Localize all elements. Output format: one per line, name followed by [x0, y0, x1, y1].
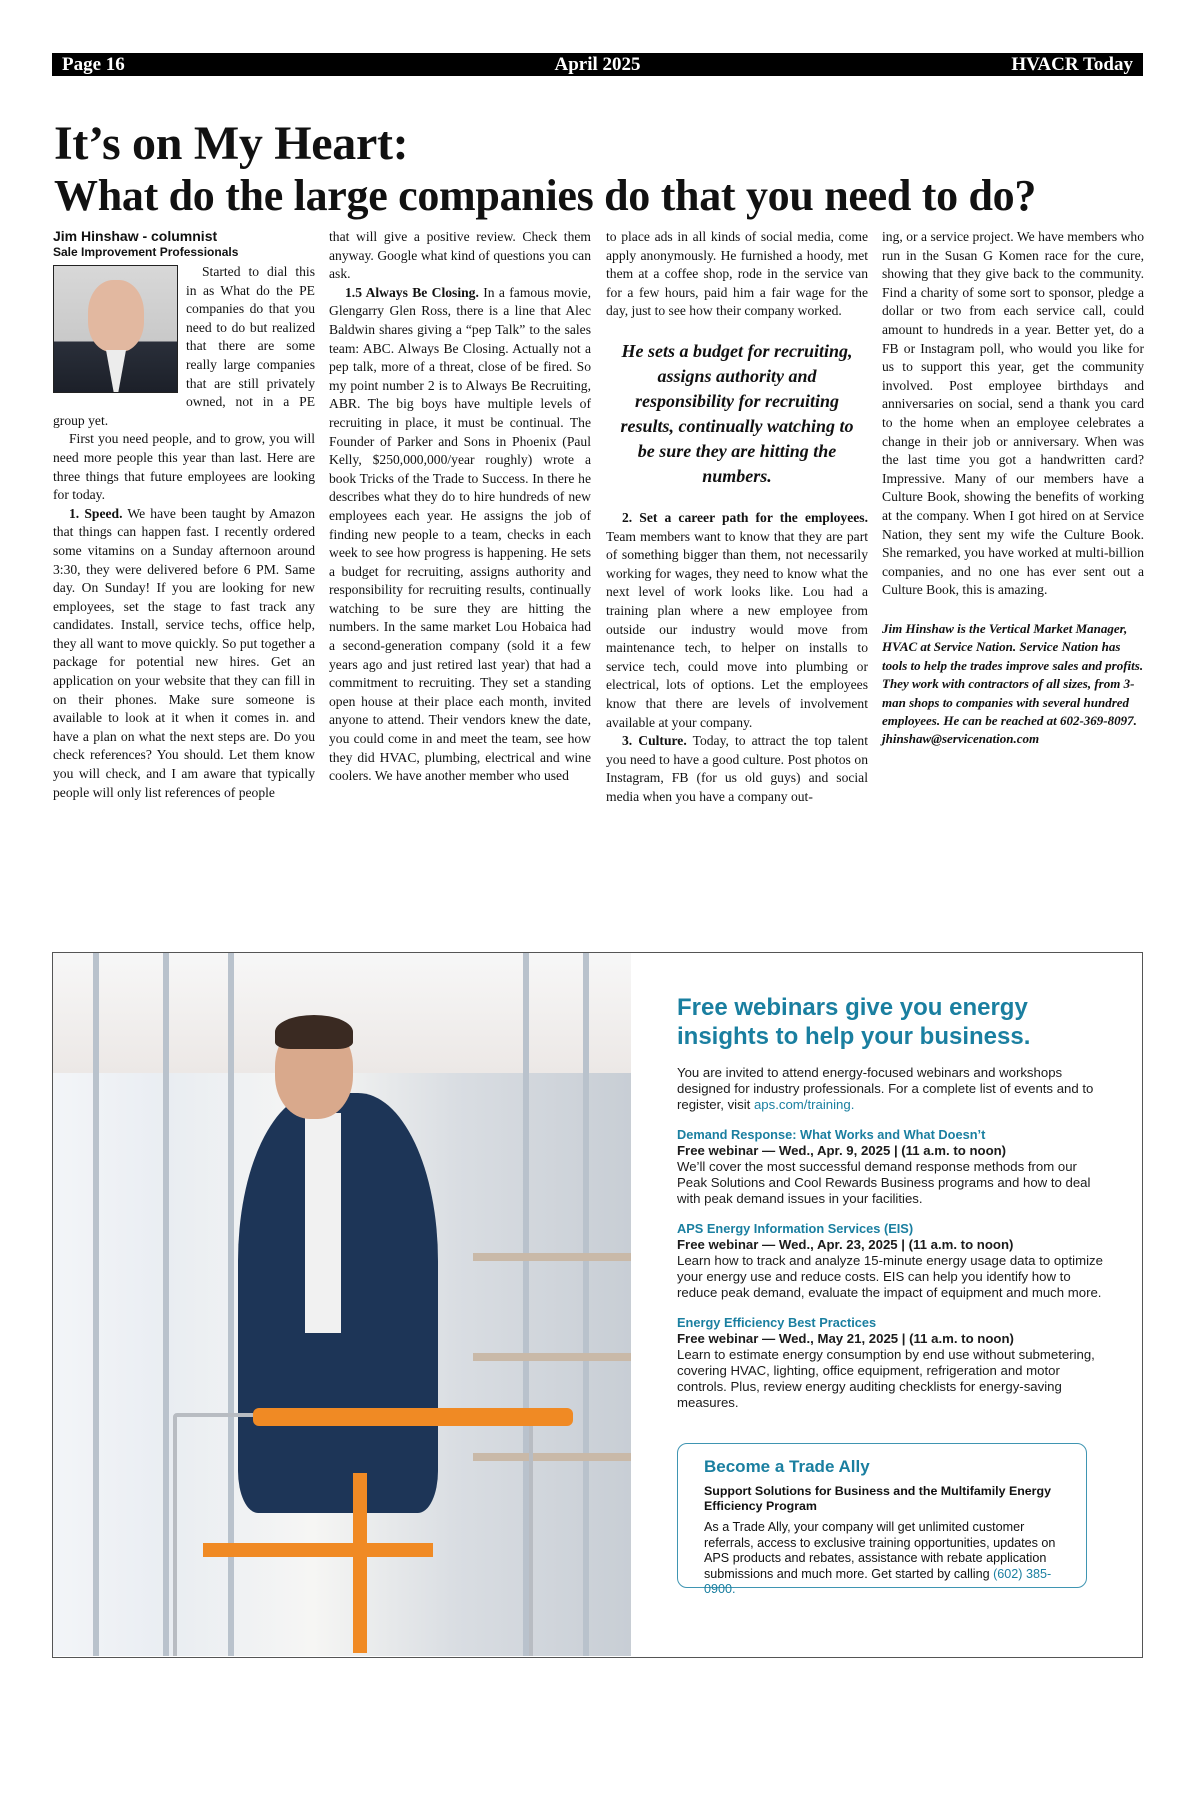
paragraph: ing, or a service project. We have members who run in the Susan G Komen race for the cure, showing that they give back to the community. Find a charity of some sort to sponsor, pledge a dollar or two from each service call, could amount to hundreds in a year. Better yet, do a FB or Instagram poll, who would you like for us to support this year, get the community involved. Post employee birthdays and anniversaries on social, send a thank you card to the home when an employee celebrates a change in their job or anniversary. When was the last time you got a handwritten card? Impressive. Many of our members have a Culture Book, showing the benefits of working at the company. When I got hired on at Service Nation, they sent my wife the Culture Book. She remarked, you have worked at multi-billion companies, and no one has ever sent out a Culture Book, this is amazing.	[882, 229, 1144, 598]
paragraph: to place ads in all kinds of social media, come apply anonymously. He furnished a hoody, met them at a coffee shop, rode in the service van for a few hours, paid him a fair wage for the day, just to see how their company worked.	[606, 229, 868, 319]
paragraph-speed: 1. Speed. We have been taught by Amazon that things can happen fast. I recently ordered some vitamins on a Sunday afternoon around 3:30, they were delivered before 6 PM. Same day. On Sunday! If you are looking for new employees, set the stage to fast track any candidates. Install, service techs, office help, they all want to move quickly. So put together a package for potential new hires. Get an application on your website that they can fill in on their phones. Make sure someone is available to look at it when it comes in. and have a plan on what the next steps are. Do you check references? You should. Let them know you will check, and I am aware that typically people will only list references of people	[53, 505, 315, 800]
page-number: Page 16	[62, 54, 125, 75]
paragraph-culture: 3. Culture. Today, to attract the top talent you need to have a good culture. Post photos on Instagram, FB (for us old guys) and social media when you have a company out-	[606, 733, 868, 804]
paragraph: Started to dial this in as What do the PE companies do that you need to do but realized that there are some really large companies that are still privately owned, not in a PE group yet.	[53, 264, 315, 428]
event-date: Free webinar — Wed., Apr. 23, 2025 | (11 a.m. to noon)	[677, 1237, 1014, 1252]
event-title: Energy Efficiency Best Practices	[677, 1315, 877, 1330]
ad-intro: You are invited to attend energy-focused webinars and workshops designed for industry professionals. For a complete list of events and to register, visit aps.com/training.	[677, 1065, 1094, 1112]
event-title: APS Energy Information Services (EIS)	[677, 1221, 914, 1236]
article-title: It’s on My Heart:	[54, 117, 409, 170]
event-title: Demand Response: What Works and What Doesn’t	[677, 1127, 986, 1142]
author-organization: Sale Improvement Professionals	[53, 245, 239, 259]
author-photo	[53, 265, 178, 393]
paragraph: that will give a positive review. Check them anyway. Google what kind of questions you can ask.	[329, 229, 591, 282]
training-link[interactable]: aps.com/training.	[753, 1097, 855, 1112]
paragraph-career: 2. Set a career path for the employees. Team members want to know that they are part of something bigger than them, not necessarily working for wages, they need to know what the next level of work looks like. Lou had a training plan where a new employee from outside our industry would move from maintenance tech, to helper on installs to service tech, could move into plumbing or electrical, lots of options. Let the employees know that there are levels of involvement available at your company.	[606, 509, 868, 730]
section-label: 2. Set a career path for the employees.	[622, 509, 868, 525]
article-subtitle: What do the large companies do that you need to do?	[54, 171, 1037, 220]
section-label: 3. Culture.	[622, 733, 687, 749]
article-column-3	[606, 228, 868, 806]
ad-copy	[677, 993, 1107, 1425]
publication-name: HVACR Today	[1011, 54, 1133, 75]
webinar-event	[677, 1315, 1107, 1411]
ad-headline: Free webinars give you energy insights to help your business.	[677, 994, 1031, 1050]
section-label: 1. Speed.	[69, 505, 123, 521]
trade-ally-body: As a Trade Ally, your company will get unlimited customer referrals, access to exclusive training opportunities, updates on APS products and rebates, assistance with rebate application submissions and much more. Get started by calling (602) 385-0900.	[704, 1520, 1056, 1596]
page-header-bar	[52, 53, 1143, 76]
author-name: Jim Hinshaw - columnist	[53, 228, 218, 244]
pull-quote: He sets a budget for recruiting, assigns authority and responsibility for recruiting results, continually watching to be sure they are hitting the numbers.	[620, 340, 854, 486]
paragraph-abc: 1.5 Always Be Closing. In a famous movie, Glengarry Glen Ross, there is a line that Alec Baldwin shares giving a “pep Talk” to the sales team: ABC. Always Be Closing. Actually not a pep talk, more of a threat, close of be fired. So my point number 2 is to Always Be Recruiting, ABR. The big boys have multiple levels of recruiting in place, it must be continual. The Founder of Parker and Sons in Phoenix (Paul Kelly, $250,000,000/year roughly) wrote a book Tricks of the Trade to Success. In there he describes what they do to hire hundreds of new employees each year. He assigns the job of finding new people to a team, checks in each week to see how progress is happening. He sets a budget for recruiting, assigns authority and responsibility for recruiting results, continually watching to be sure they are hitting the numbers. In the same market Lou Hobaica had a second-generation company (sold it a few years ago and just retired last year) that had a commitment to recruiting. They set a standing open house at their place each month, invited anyone to attend. Their vendors knew the date, you could come in and meet the team, see how they did HVAC, plumbing, electrical and wine coolers. We have another member who used	[329, 284, 591, 784]
issue-date: April 2025	[554, 54, 641, 75]
paragraph: First you need people, and to grow, you will need more people this year than last. Here are three things that future employees are looking for today.	[53, 431, 315, 503]
trade-ally-subtitle: Support Solutions for Business and the Multifamily Energy Efficiency Program	[704, 1484, 1051, 1513]
section-label: 1.5 Always Be Closing.	[345, 284, 479, 300]
event-date: Free webinar — Wed., Apr. 9, 2025 | (11 a.m. to noon)	[677, 1143, 1007, 1158]
event-description: Learn how to track and analyze 15-minute energy usage data to optimize your energy use and reduce costs. EIS can help you identify how to reduce peak demand, evaluate the impact of equipment and much more.	[677, 1253, 1103, 1300]
ad-photo-shopper	[53, 953, 631, 1656]
article-column-1	[53, 228, 315, 802]
article-column-4	[882, 228, 1144, 749]
trade-ally-box	[677, 1443, 1087, 1596]
aps-advertisement: Free webinars give you energy insights to help your business. You are invited to attend energy-focused webinars and workshops designed for industry professionals. For a complete list of events and to register, visit aps.com/training. Demand Response: What Works and What Doesn’t Free webinar — Wed., Apr. 9, 2025 | (11 a.m. to noon) We’ll cover the most successful demand response methods from our Peak Solutions and Cool Rewards Business programs and how to deal with peak demand issues in your facilities. APS Energy Information Services (EIS) Free webinar — Wed., Apr. 23, 2025 | (11 a.m. to noon) Learn how to track and analyze 15-minute energy usage data to optimize your energy use and reduce costs. EIS can help you identify how to reduce peak demand, evaluate the impact of equipment and much more. Energy Efficiency Best Practices Free webinar — Wed., May 21, 2025 | (11 a.m. to noon) Learn to estimate energy consumption by end use without submetering, covering HVAC, lighting, office equipment, refrigeration and motor controls. Plus, review energy auditing checklists for energy-saving measures. Become a Trade Ally Support Solutions for Business and the Multifamily Energy Efficiency Program As a Trade Ally, your company will get unlimited customer referrals, access to exclusive training opportunities, updates on APS products and rebates, assistance with rebate application submissions and much more. Get started by calling (602) 385-0900. aps Solutions for Business	[52, 952, 1143, 1658]
event-description: Learn to estimate energy consumption by end use without submetering, covering HVAC, lighting, office equipment, refrigeration and motor controls. Plus, review energy auditing checklists for energy-saving measures.	[677, 1347, 1095, 1410]
article-column-2	[329, 228, 591, 786]
event-date: Free webinar — Wed., May 21, 2025 | (11 a.m. to noon)	[677, 1331, 1014, 1346]
webinar-event	[677, 1221, 1107, 1301]
webinar-event	[677, 1127, 1107, 1207]
trade-ally-title: Become a Trade Ally	[704, 1457, 870, 1476]
author-bio: Jim Hinshaw is the Vertical Market Manager, HVAC at Service Nation. Service Nation has tools to help the trades improve sales and profits. They work with contractors of all sizes, from 3-man shops to companies with several hundred employees. He can be reached at 602-369-8097. jhinshaw@servicenation.com	[882, 620, 1144, 747]
event-description: We’ll cover the most successful demand response methods from our Peak Solutions and Cool Rewards Business programs and how to deal with peak demand issues in your facilities.	[677, 1159, 1091, 1206]
phone-link[interactable]: (602) 385-0900.	[704, 1566, 1052, 1596]
